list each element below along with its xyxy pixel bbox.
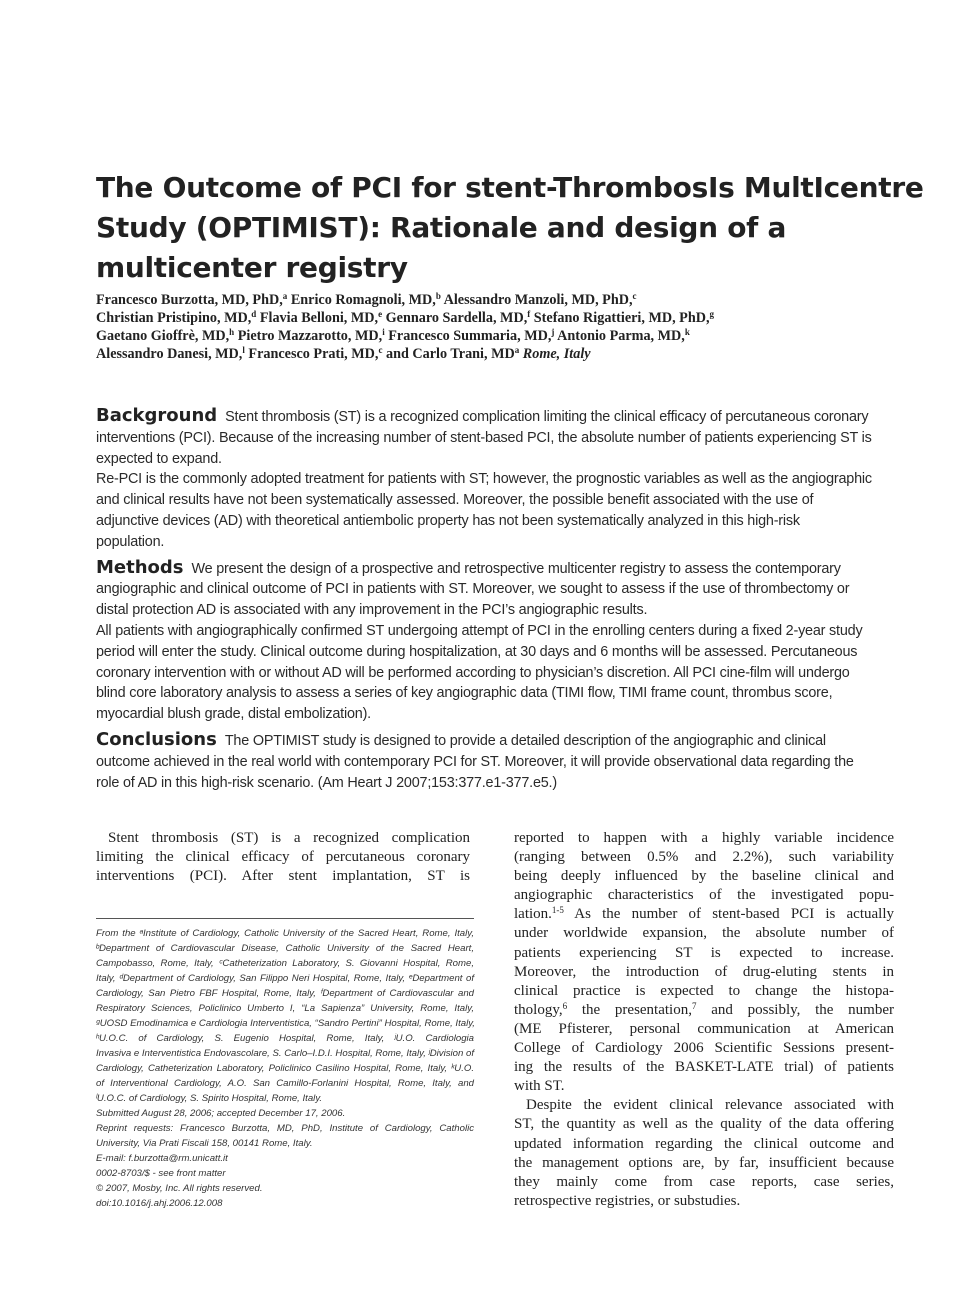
body-text-line: (ME Pfisterer, personal communication at American — [514, 1020, 894, 1037]
affiliation-line: Cardiology, San Pietro FBF Hospital, Rome, Italy, ᶠDepartment of Cardiovascular and — [96, 988, 474, 999]
doi: doi:10.1016/j.ahj.2006.12.008 — [96, 1198, 223, 1209]
reprint-requests: University, Via Prati Fiscali 158, 00141 Rome, Italy. — [96, 1138, 313, 1149]
body-text-line: reported to happen with a highly variable incidence — [514, 830, 894, 846]
submission-dates: Submitted August 28, 2006; accepted December 17, 2006. — [96, 1108, 346, 1119]
affiliation-line: ˡU.O.C. of Cardiology, S. Spirito Hospital, Rome, Italy. — [96, 1093, 323, 1104]
affiliation-line: Invasiva e Interventistica Endovascolare, S. Carlo–I.D.I. Hospital, Rome, Italy, ʲDivision of — [96, 1048, 474, 1059]
body-text-line: limiting the clinical efficacy of percutaneous coronary — [96, 849, 470, 866]
abstract-background: Background Stent thrombosis (ST) is a recognized complication limiting the clinical efficacy of percutaneous coronary interventions (PCI). Because of the increasing number of stent-based PCI, the absolute number of patients experiencing ST is expected to expand. Re-PCI is the commonly adopted treatment for patients with ST; however, the prognostic variables as well as the angiographic and clinical results have not been systematically assessed. Moreover, the possible benefit associated with the use of adjunctive devices (AD) with theoretical antiembolic property has not been systematically analyzed in this high-risk population. — [96, 405, 872, 550]
affiliation-line: of Interventional Cardiology, A.O. San Camillo-Forlanini Hospital, Rome, Italy, and — [96, 1078, 474, 1089]
copyright: © 2007, Mosby, Inc. All rights reserved. — [96, 1183, 263, 1194]
body-text-line: ST, the quantity as well as the quality of the data offering — [514, 1116, 894, 1133]
footnote-divider — [96, 918, 474, 919]
section-heading: Conclusions — [96, 728, 217, 750]
section-heading: Background — [96, 405, 218, 426]
reprint-requests: Reprint requests: Francesco Burzotta, MD, PhD, Institute of Cardiology, Catholic — [96, 1123, 474, 1134]
affiliation-line: Respiratory Sciences, Policlinico Umberto I, “La Sapienza” University, Rome, Italy, — [96, 1003, 474, 1014]
body-text-line: angiographic characteristics of the investigated popu- — [514, 887, 894, 904]
body-text-line: being deeply influenced by the baseline clinical and — [514, 868, 894, 885]
section-heading: Methods — [96, 556, 184, 578]
title-line: Study (OPTIMIST): Rationale and design of a — [96, 211, 787, 244]
author-list — [96, 291, 896, 363]
body-text-line: Stent thrombosis (ST) is a recognized complication — [108, 830, 470, 846]
footnotes — [96, 926, 474, 1211]
abstract — [96, 406, 894, 798]
affiliation-line: ᵍUOSD Emodinamica e Cardiologia Interventistica, “Sandro Pertini” Hospital, Rome, Italy, — [96, 1018, 475, 1029]
affiliation-line: Italy, ᵈDepartment of Cardiology, San Filippo Neri Hospital, Rome, Italy, ᵉDepartment of — [96, 973, 474, 984]
body-text-line: Despite the evident clinical relevance associated with — [526, 1097, 894, 1114]
citation-ref: 1-5 — [551, 905, 564, 916]
body-text-line: they mainly come from case reports, case series, — [514, 1173, 894, 1190]
author-line: Christian Pristipino, MD,$^d$ Flavia Belloni, MD,$^e$ Gennaro Sardella, MD,$^f$ Stefano Rigattieri, MD, PhD,$^g$ — [96, 309, 715, 326]
body-text-line: with ST. — [514, 1078, 565, 1095]
body-text-line: patients experiencing ST is expected to increase. — [514, 944, 894, 961]
body-text-line: Moreover, the introduction of drug-eluting stents in — [514, 963, 894, 980]
body-text-line: interventions (PCI). After stent implantation, ST is — [96, 868, 470, 885]
affiliation-line: ᵇDepartment of Cardiovascular Disease, Catholic University of the Sacred Heart, — [96, 943, 474, 954]
citation-ref: 7 — [691, 1000, 697, 1011]
body-text-line: retrospective registries, or substudies. — [514, 1192, 741, 1209]
affiliation-line: ʰU.O.C. of Cardiology, S. Eugenio Hospital, Rome, Italy, ʲU.O. Cardiologia — [96, 1033, 474, 1044]
author-line: Francesco Burzotta, MD, PhD,$^a$ Enrico Romagnoli, MD,$^b$ Alessandro Manzoli, MD, PhD,$^c$ — [96, 291, 637, 308]
body-column-right — [514, 829, 894, 1211]
body-text-line: under worldwide expansion, the absolute number of — [514, 925, 894, 942]
body-column-left — [96, 829, 470, 886]
body-text-line: (ranging between 0.5% and 2.2%), such variability — [514, 849, 894, 866]
affiliation-line: Campobasso, Rome, Italy, ᶜCatheterization Laboratory, S. Giovanni Hospital, Rome, — [96, 958, 474, 969]
body-text-line: clinical practice is expected to change the histopa- — [514, 982, 894, 999]
body-text-line: College of Cardiology 2006 Scientific Sessions present- — [514, 1040, 894, 1057]
abstract-conclusions: Conclusions The OPTIMIST study is designed to provide a detailed description of the angiographic and clinical outcome achieved in the real world with contemporary PCI for ST. Moreover, it will provide observational data regarding the role of AD in this high-risk scenario. (Am Heart J 2007;153:377.e1-377.e5.) — [96, 728, 854, 791]
article-title — [96, 168, 924, 288]
affiliation-line: Cardiology, Catheterization Laboratory, Policlinico Casilino Hospital, Rome, Italy, ᵏU.O. — [96, 1063, 474, 1074]
title-line: The Outcome of PCI for stent-ThrombosIs MultIcentre — [96, 171, 924, 204]
author-line: Alessandro Danesi, MD,$^l$ Francesco Prati, MD,$^c$ and Carlo Trani, $MD^a$ Rome, Italy — [96, 345, 591, 362]
affiliation-line: From the ᵃInstitute of Cardiology, Catholic University of the Sacred Heart, Rome, Italy, — [96, 928, 474, 939]
author-location: Rome, Italy — [522, 346, 591, 362]
citation-ref: 6 — [562, 1000, 568, 1011]
abstract-methods: Methods We present the design of a prospective and retrospective multicenter registry to assess the contemporary angiographic and clinical outcome of PCI in patients with ST. Moreover, we sought to assess if the use of thrombectomy or distal protection AD is associated with any improvement in the PCI’s angiographic results. All patients with angiographically confirmed ST undergoing attempt of PCI in the enrolling centers during a fixed 2-year study period will enter the study. Clinical outcome during hospitalization, at 30 days and 6 months will be assessed. Percutaneous coronary intervention with or without AD will be performed according to physician’s discretion. All PCI cine-film will undergo blind core laboratory analysis to assess a series of key angiographic data (TIMI flow, TIMI frame count, thrombus score, myocardial blush grade, distal embolization). — [96, 556, 863, 723]
body-text-line: thology,$^6$ the presentation,$^7$ and possibly, the number — [514, 1000, 895, 1018]
author-line: Gaetano Gioffrè, MD,$^h$ Pietro Mazzarotto, MD,$^i$ Francesco Summaria, MD,$^j$ Antonio Parma, MD,$^k$ — [96, 327, 690, 344]
body-text-line: the management options are, by far, insufficient because — [514, 1154, 894, 1171]
title-line: multicenter registry — [96, 251, 408, 284]
body-text-line: updated information regarding the clinical outcome and — [514, 1135, 894, 1152]
body-text-line: ing the results of the BASKET-LATE trial) of patients — [514, 1059, 894, 1076]
body-text-line: lation.$^{1-5}$ As the number of stent-based PCI is actually — [514, 905, 894, 923]
issn: 0002-8703/$ - see front matter — [96, 1168, 226, 1179]
contact-email: E-mail: f.burzotta@rm.unicatt.it — [96, 1153, 228, 1164]
